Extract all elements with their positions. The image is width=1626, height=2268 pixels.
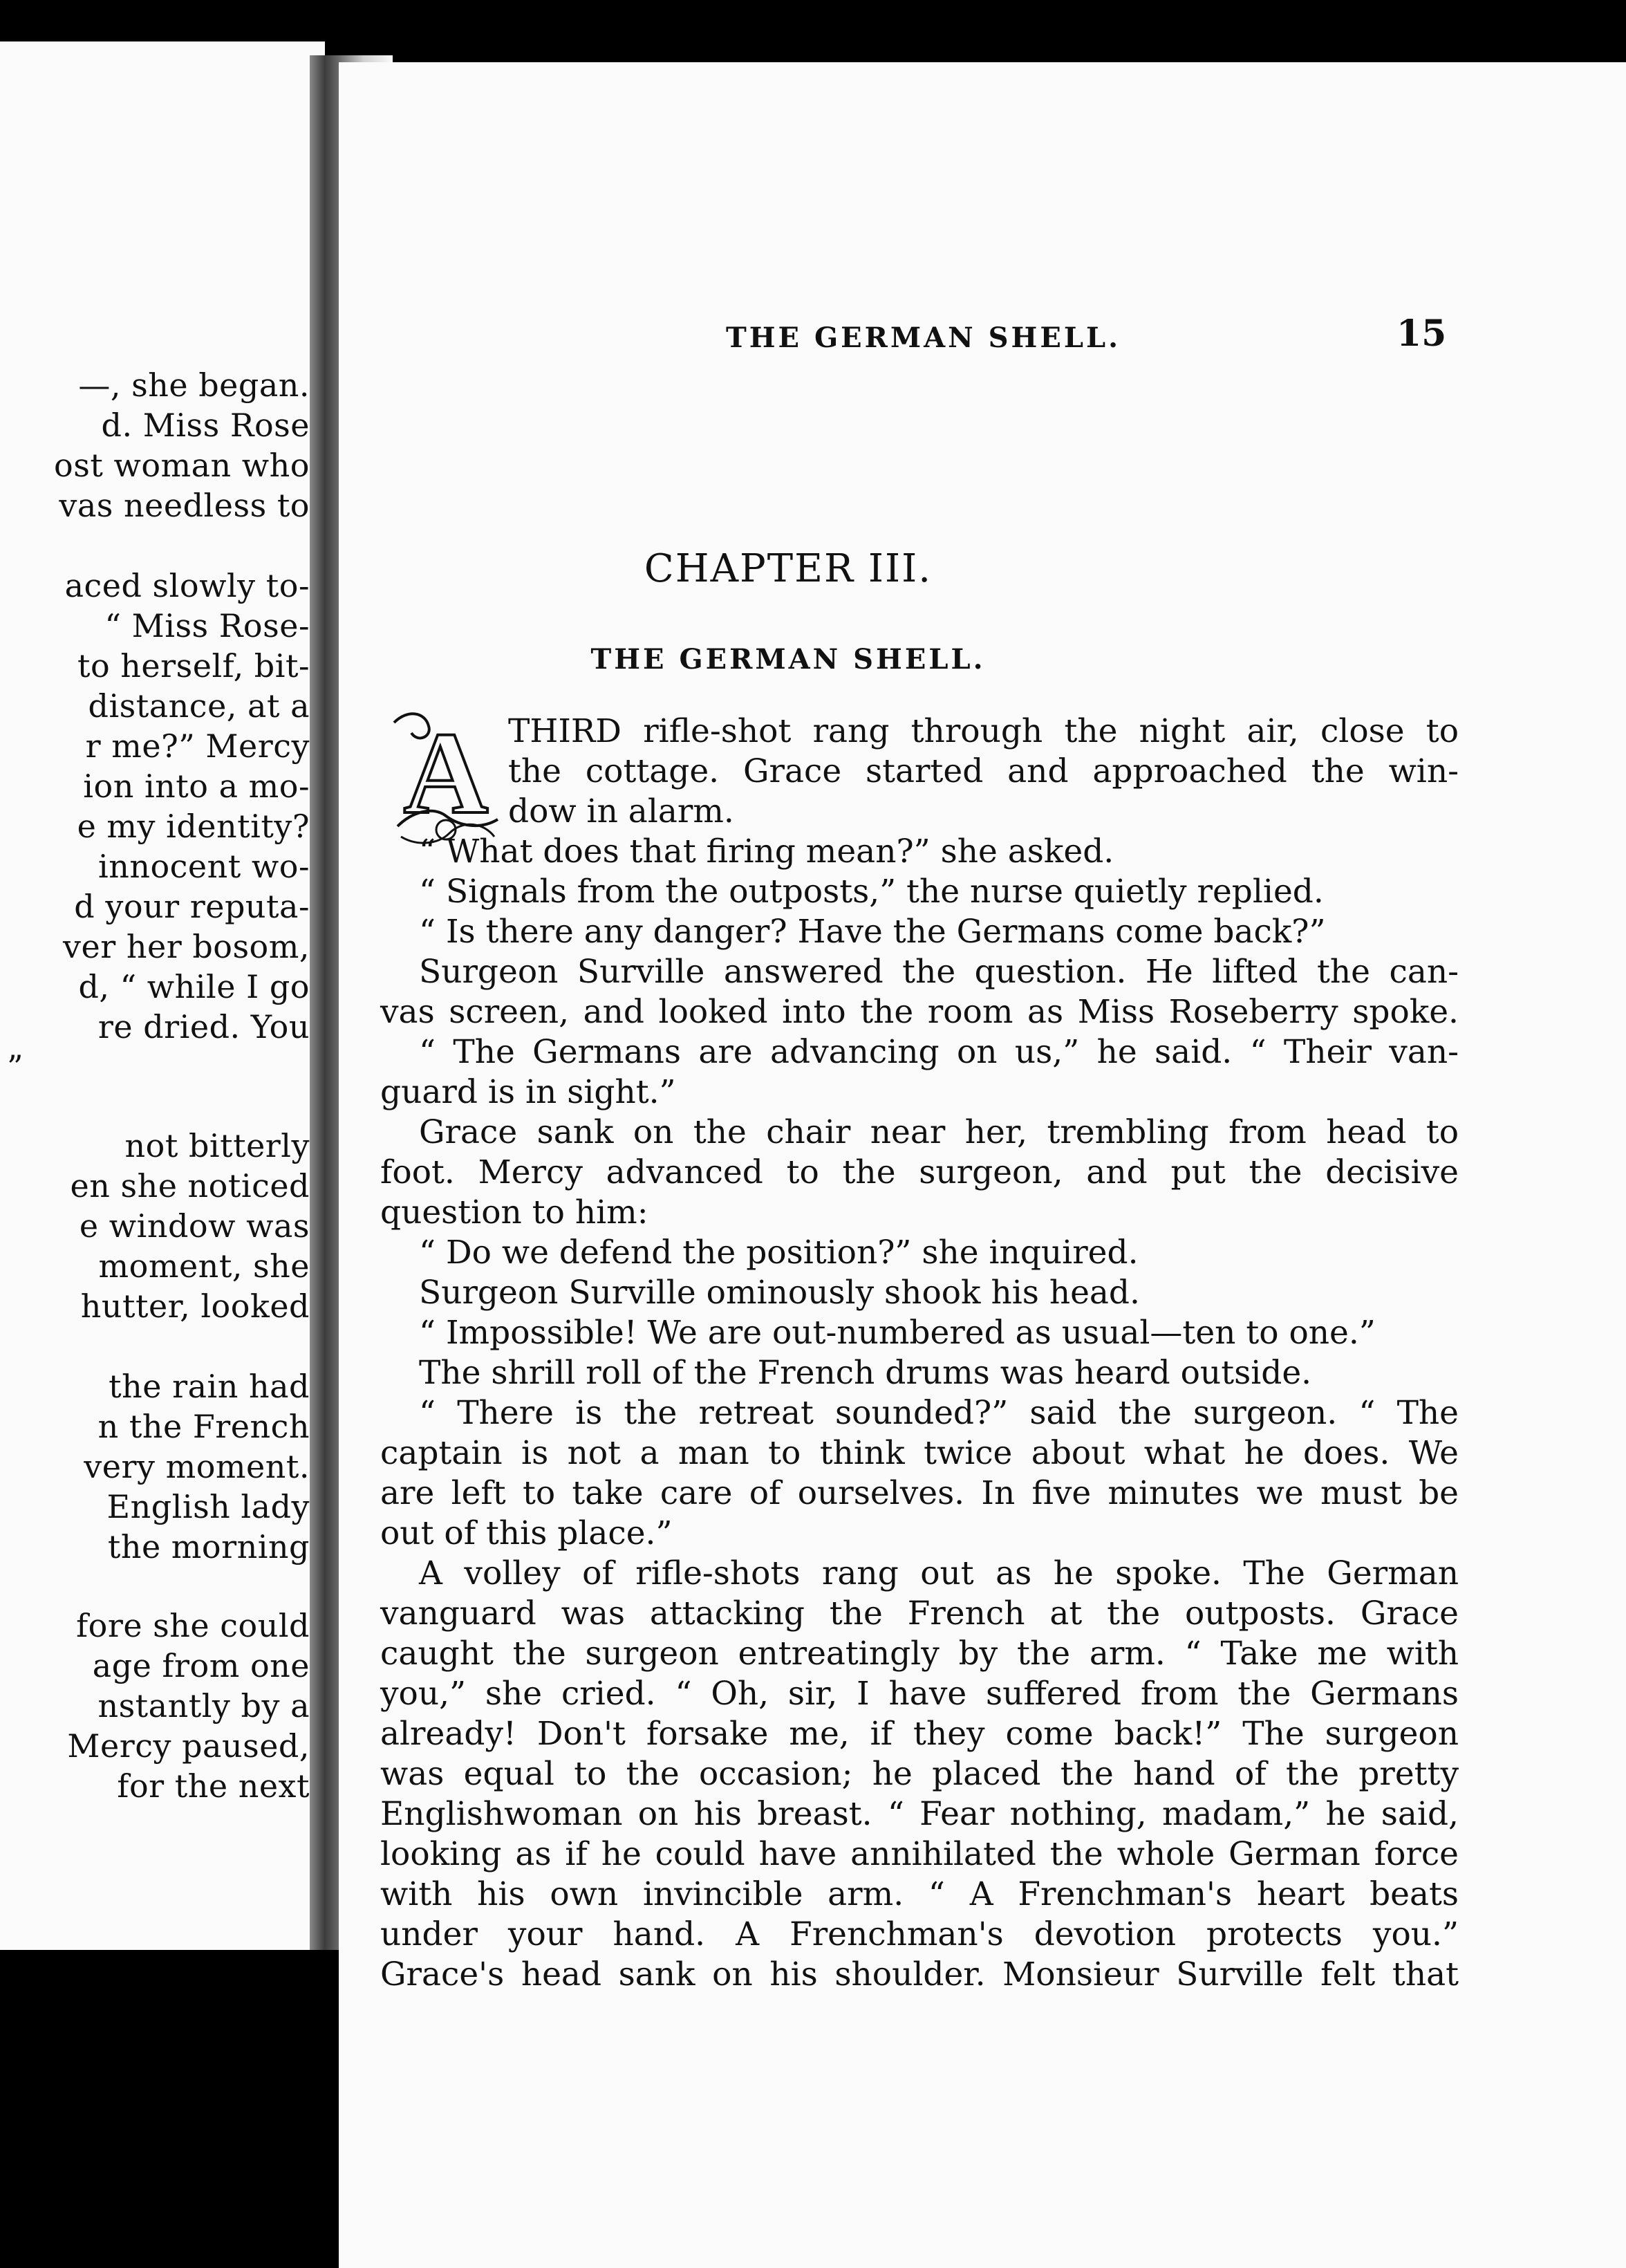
chapter-title: THE GERMAN SHELL. [590,643,986,676]
left-line: ver her bosom, [63,928,310,965]
text-line: Surgeon Surville answered the question. He lifted the can- [419,953,1459,991]
left-line: English lady [106,1488,310,1525]
left-line: not bitterly [124,1127,310,1164]
left-line: age from one [92,1647,310,1684]
text-line: Englishwoman on his breast. “ Fear nothing, madam,” he said, [380,1795,1459,1833]
left-line: —, she began. [78,366,310,404]
text-line: “ Signals from the outposts,” the nurse quietly replied. [419,873,1324,911]
text-line: was equal to the occasion; he placed the hand of the pretty [380,1755,1459,1793]
text-line: “ Impossible! We are out-numbered as usual—ten to one.” [419,1314,1376,1352]
left-line: “ Miss Rose- [104,607,310,644]
left-line: very moment. [84,1448,310,1485]
text-line: you,” she cried. “ Oh, sir, I have suffered from the Germans [380,1675,1459,1713]
left-line: n the French [97,1408,310,1445]
left-line: r me?” Mercy [85,727,310,765]
text-line: already! Don't forsake me, if they come back!” The surgeon [380,1715,1459,1753]
text-line: with his own invincible arm. “ A Frenchman's heart beats [380,1875,1459,1913]
drop-cap-letter: A [403,708,489,838]
text-line: under your hand. A Frenchman's devotion protects you.” [380,1915,1459,1953]
text-line: caught the surgeon entreatingly by the arm. “ Take me with [380,1635,1459,1673]
text-line: are left to take care of ourselves. In five minutes we must be [380,1474,1459,1512]
page-number: 15 [1396,313,1447,355]
running-title: THE GERMAN SHELL. [726,322,1121,354]
text-line: The shrill roll of the French drums was heard outside. [419,1354,1312,1392]
text-line: “ There is the retreat sounded?” said the surgeon. “ The [419,1394,1459,1432]
text-line: “ The Germans are advancing on us,” he said. “ Their van- [419,1033,1459,1071]
left-line: d your reputa- [74,888,310,925]
text-line: “ What does that firing mean?” she asked. [419,833,1114,871]
text-line: out of this place.” [380,1514,673,1552]
left-line: ” [7,1048,24,1086]
text-line: vas screen, and looked into the room as Miss Roseberry spoke. [380,993,1459,1031]
text-line: “ Is there any danger? Have the Germans come back?” [419,913,1326,951]
text-line: vanguard was attacking the French at the outposts. Grace [380,1595,1459,1633]
right-page [339,62,1626,2268]
left-line: en she noticed [70,1167,310,1205]
text-line: looking as if he could have annihilated the whole German force [380,1835,1459,1873]
left-line: hutter, looked [80,1288,310,1325]
text-line: captain is not a man to think twice about what he does. We [380,1434,1459,1472]
left-line: nstantly by a [97,1687,310,1725]
text-line: THIRD rifle-shot rang through the night air, close to [508,712,1459,750]
text-line: dow in alarm. [508,792,734,830]
text-line: the cottage. Grace started and approached the win- [508,752,1459,790]
left-line: to herself, bit- [77,647,310,685]
text-line: Grace sank on the chair near her, trembling from head to [419,1113,1459,1151]
left-line: ost woman who [54,447,310,484]
left-line: distance, at a [88,687,310,725]
text-line: Grace's head sank on his shoulder. Monsieur Surville felt that [380,1955,1459,1993]
left-line: vas needless to [59,487,310,524]
chapter-heading: CHAPTER III. [644,546,933,591]
text-line: A volley of rifle-shots rang out as he spoke. The German [419,1554,1459,1592]
left-line: moment, she [98,1247,310,1285]
text-line: “ Do we defend the position?” she inquired. [419,1234,1139,1272]
left-page-fragment [0,41,325,1950]
text-line: question to him: [380,1193,648,1231]
text-line: Surgeon Surville ominously shook his head. [419,1274,1140,1312]
text-line: guard is in sight.” [380,1073,676,1111]
left-line: re dried. You [97,1008,310,1045]
text-line: foot. Mercy advanced to the surgeon, and put the decisive [380,1153,1459,1191]
left-line: the rain had [109,1368,310,1405]
left-line: e window was [79,1207,310,1245]
left-line: d, “ while I go [78,968,310,1005]
left-line: fore she could [76,1607,310,1644]
left-line: ion into a mo- [83,768,310,805]
left-line: Mercy paused, [67,1727,310,1765]
left-line: the morning [107,1528,310,1565]
left-line: innocent wo- [98,848,310,885]
left-line: d. Miss Rose [101,407,310,444]
left-line: e my identity? [77,808,310,845]
left-line: for the next [117,1767,310,1805]
left-line: aced slowly to- [64,567,310,604]
